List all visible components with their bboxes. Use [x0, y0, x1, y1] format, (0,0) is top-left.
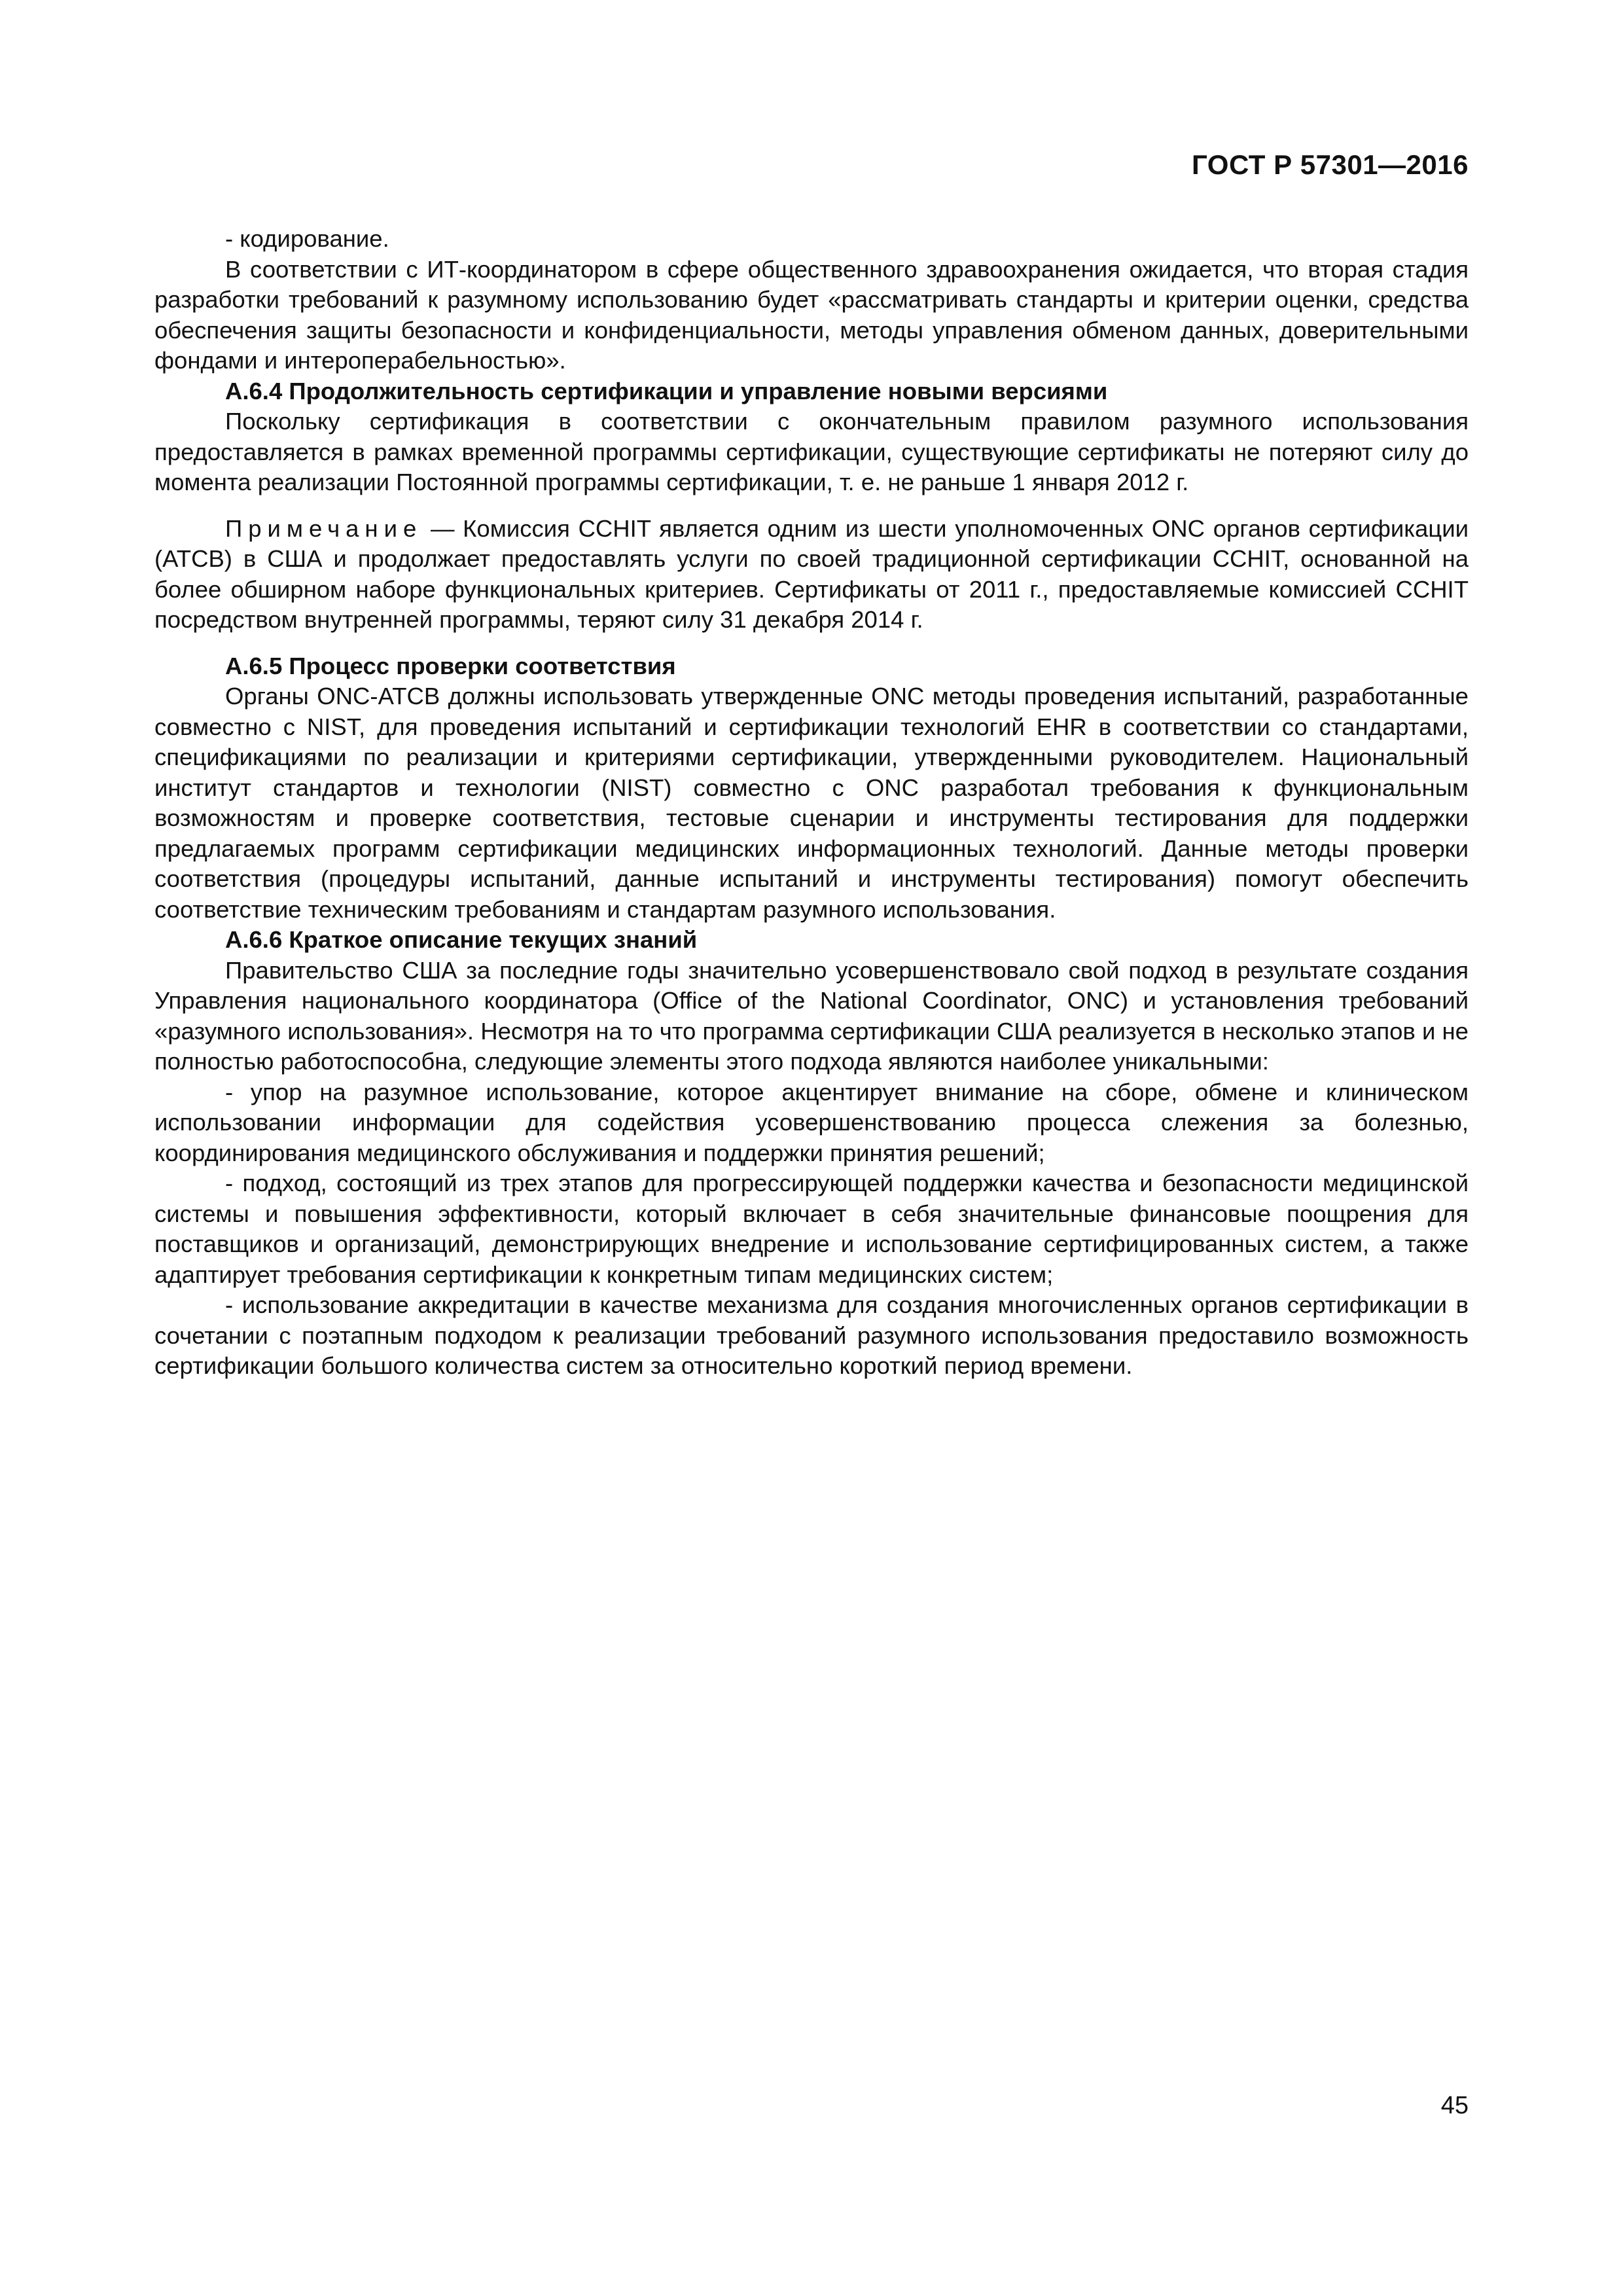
document-body — [154, 224, 1469, 1382]
paragraph-coding-item: - кодирование. — [225, 225, 389, 252]
section-heading-a64: А.6.4 Продолжительность сертификации и управление новыми версиями — [225, 377, 1108, 404]
note-paragraph — [154, 514, 1469, 636]
note-text: — Комиссия CCHIT является одним из шести уполномоченных ONC органов сертификации (ATCB) в США и продолжает предоставлять услуги по своей традиционной сертификации CCHIT, основанной на более обширном наборе функциональных критериев. Сертификаты от 2011 г., предоставляемые комиссией CCHIT посредством внутренней программы, теряют силу 31 декабря 2014 г. — [154, 514, 1469, 633]
paragraph-conformance-process: Органы ONC-ATCB должны использовать утвержденные ONC методы проведения испытаний, разработанные совместно с NIST, для проведения испытаний и сертификации технологий EHR в соответствии со стандартами, спецификациями по реализации и критериями сертификации, утвержденными руководителем. Национальный институт стандартов и технологии (NIST) совместно с ONC разработал требования к функциональным возможностям и проверке соответствия, тестовые сценарии и инструменты тестирования для поддержки предлагаемых программ сертификации медицинских информационных технологий. Данные методы проверки соответствия (процедуры испытаний, данные испытаний и инструменты тестирования) помогут обеспечить соответствие техническим требованиям и стандартам разумного использования. — [154, 683, 1469, 923]
note-label: Примечание — [225, 514, 423, 542]
page-number: 45 — [1440, 2092, 1469, 2119]
paragraph-current-knowledge: Правительство США за последние годы значительно усовершенствовало свой подход в результате создания Управления национального координатора (Office of the National Coordinator, ONC) и установления требований «разумного использования». Несмотря на то что программа сертификации США реализуется в несколько этапов и не полностью работоспособна, следующие элементы этого подхода являются наиболее уникальными: — [154, 956, 1469, 1075]
section-heading-a66: А.6.6 Краткое описание текущих знаний — [225, 926, 698, 953]
list-item-three-stage-approach: - подход, состоящий из трех этапов для прогрессирующей поддержки качества и безопасности медицинской системы и повышения эффективности, который включает в себя значительные финансовые поощрения для поставщиков и организаций, демонстрирующих внедрение и использование сертифицированных систем, а также адаптирует требования сертификации к конкретным типам медицинских систем; — [154, 1170, 1469, 1288]
list-item-meaningful-use: - упор на разумное использование, которое акцентирует внимание на сборе, обмене и клиническом использовании информации для содействия усовершенствованию процесса слежения за болезнью, координирования медицинского обслуживания и поддержки принятия решений; — [154, 1078, 1469, 1166]
section-heading-a65: А.6.5 Процесс проверки соответствия — [225, 652, 676, 679]
paragraph-certification-duration: Поскольку сертификация в соответствии с окончательным правилом разумного использования предоставляется в рамках временной программы сертификации, существующие сертификаты не потеряют силу до момента реализации Постоянной программы сертификации, т. е. не раньше 1 января 2012 г. — [154, 408, 1469, 495]
document-id-header: ГОСТ Р 57301—2016 — [1192, 149, 1469, 180]
paragraph-second-stage: В соответствии с ИТ-координатором в сфере общественного здравоохранения ожидается, что вторая стадия разработки требований к разумному использованию будет «рассматривать стандарты и критерии оценки, средства обеспечения защиты безопасности и конфиденциальности, методы управления обменом данных, доверительными фондами и интероперабельностью». — [154, 255, 1469, 374]
list-item-accreditation: - использование аккредитации в качестве механизма для создания многочисленных органов сертификации в сочетании с поэтапным подходом к реализации требований разумного использования предоставило возможность сертификации большого количества систем за относительно короткий период времени. — [154, 1291, 1469, 1379]
